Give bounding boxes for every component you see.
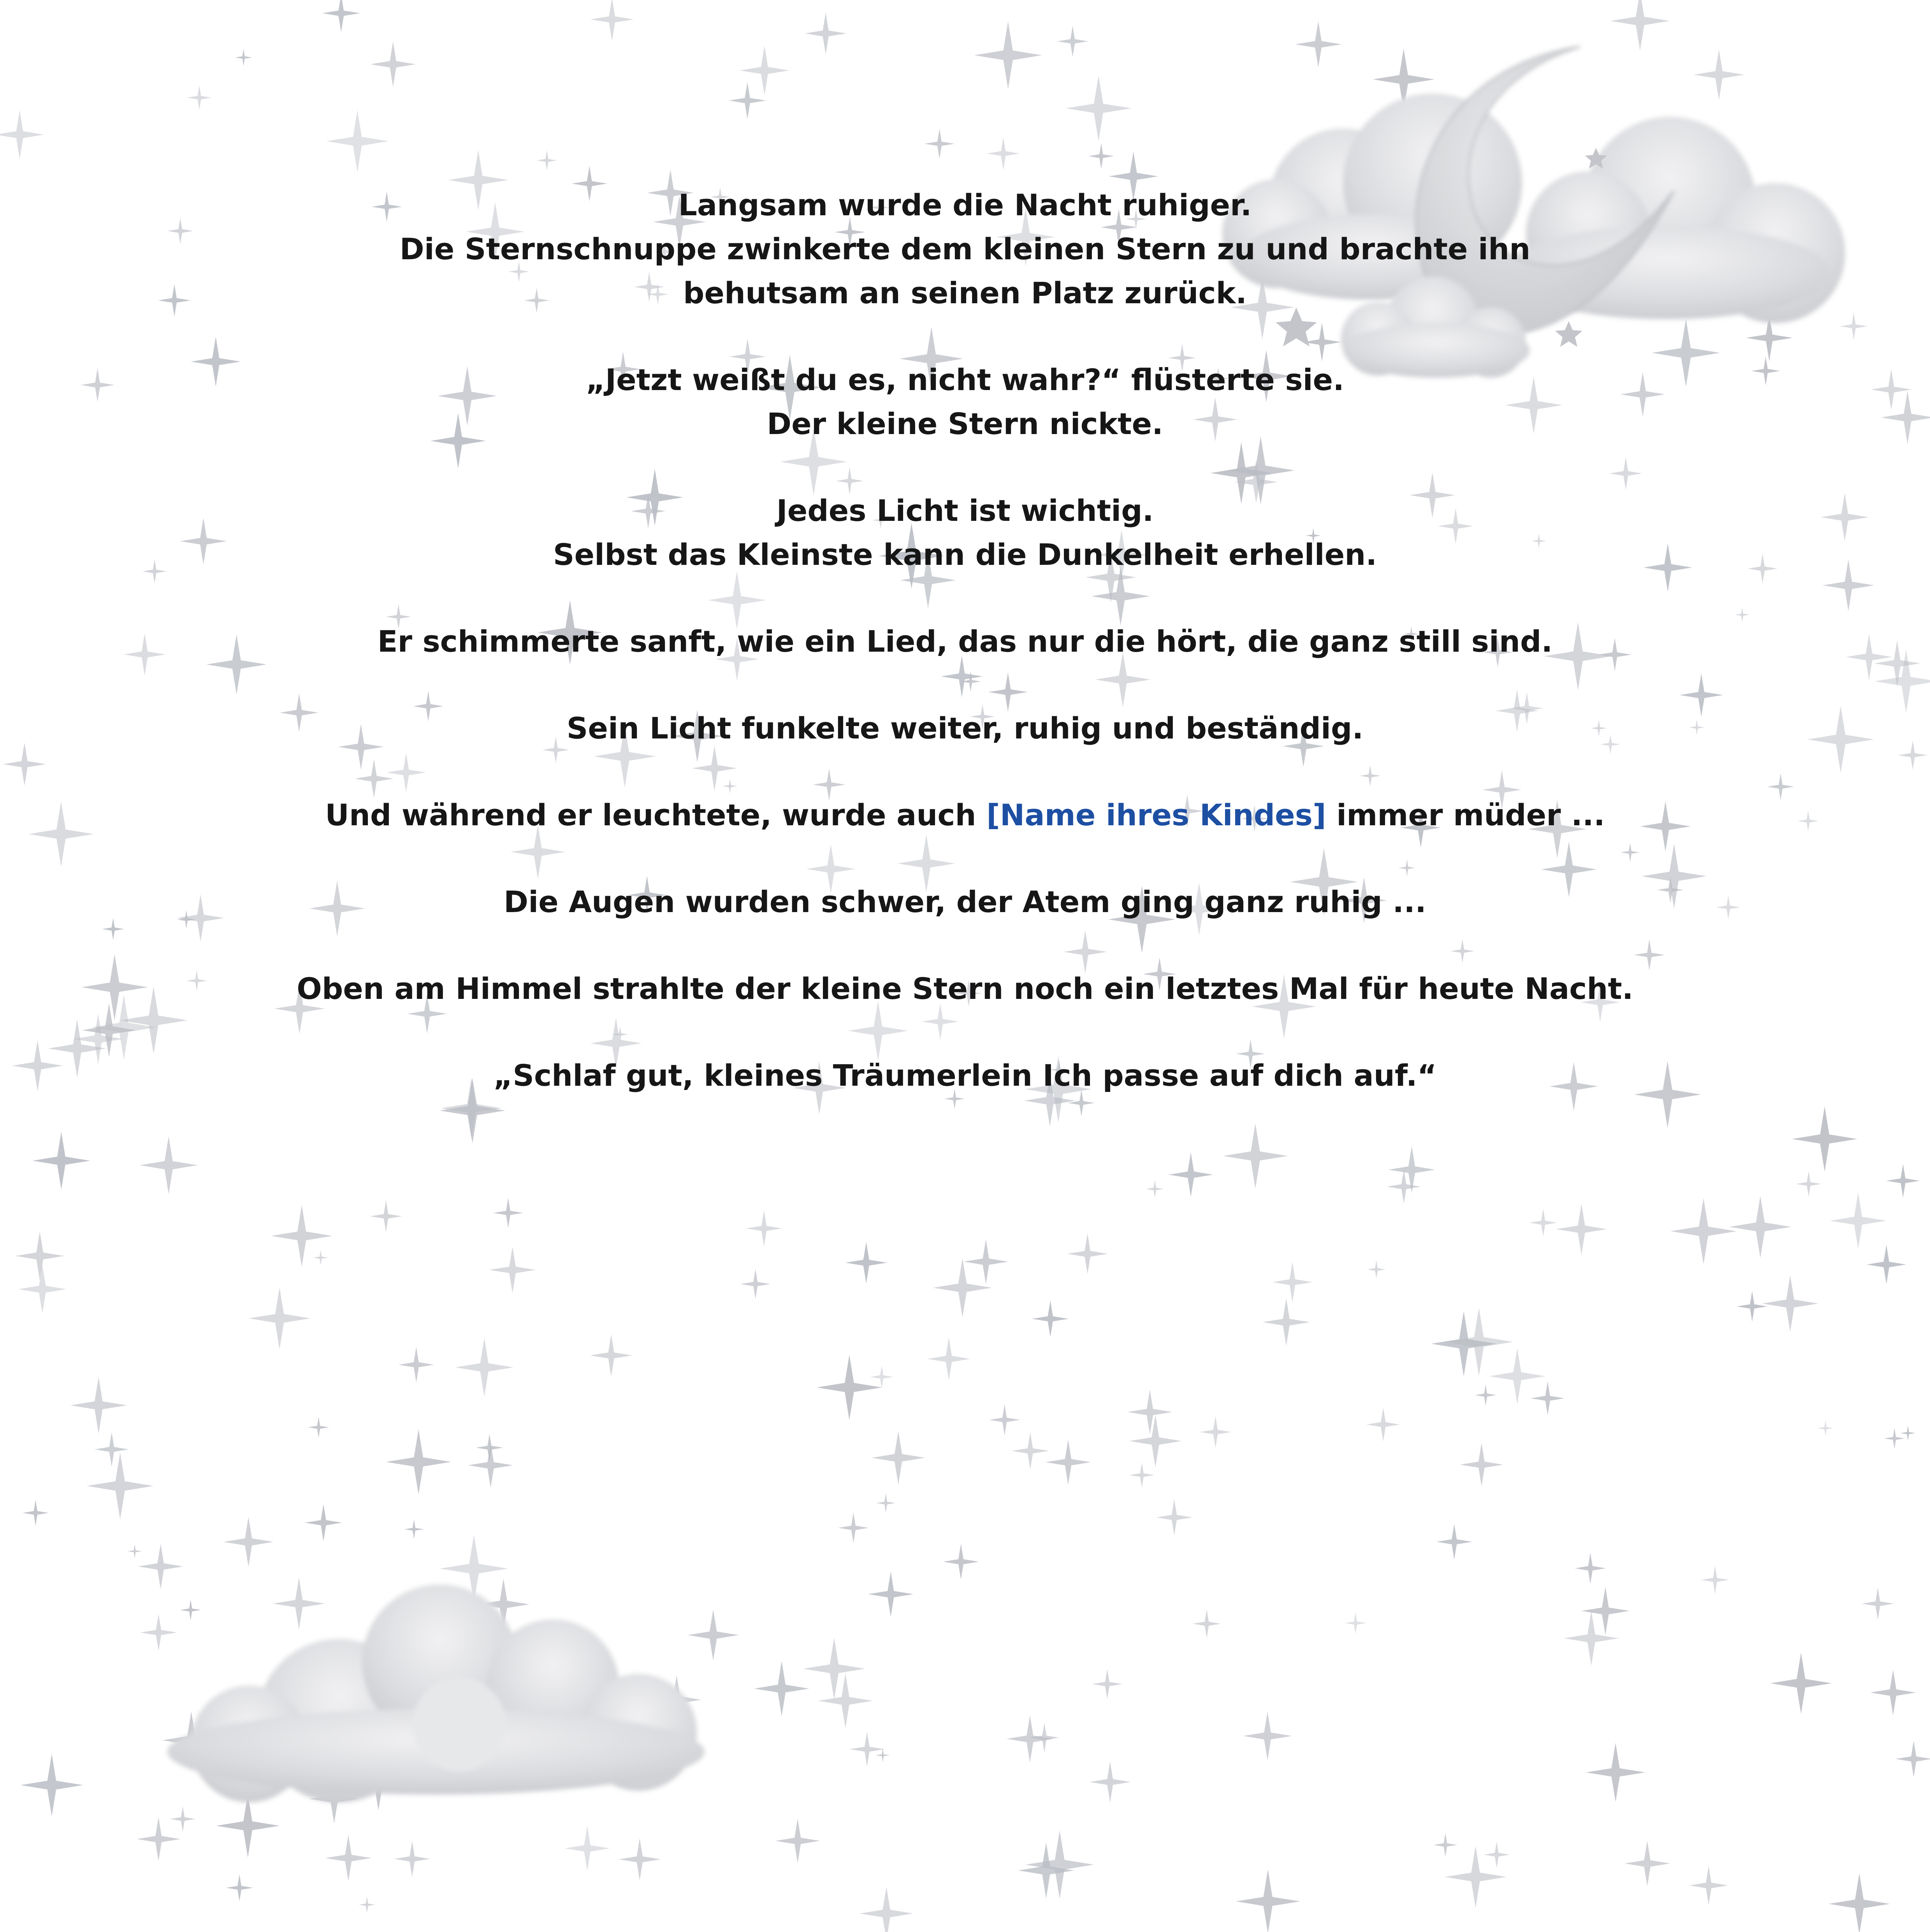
sparkle-star-icon: [870, 1365, 893, 1388]
sparkle-star-icon: [1025, 1830, 1094, 1899]
sparkle-star-icon: [326, 110, 388, 172]
sparkle-star-icon: [537, 150, 557, 171]
sparkle-star-icon: [1200, 1416, 1231, 1448]
sparkle-star-icon: [590, 1334, 632, 1376]
sparkle-star-icon: [1689, 1866, 1728, 1905]
sparkle-star-icon: [1127, 1390, 1172, 1434]
sparkle-star-icon: [273, 1578, 325, 1630]
sparkle-star-icon: [687, 1610, 738, 1661]
story-line: behutsam an seinen Platz zurück.: [683, 276, 1247, 310]
sparkle-star-icon: [1610, 0, 1670, 51]
sparkle-star-icon: [140, 1614, 177, 1651]
sparkle-star-icon: [974, 21, 1042, 90]
story-line: Die Augen wurden schwer, der Atem ging ganz ruhig ...: [503, 884, 1427, 919]
sparkle-star-icon: [845, 1242, 887, 1283]
sparkle-star-icon: [1445, 1308, 1513, 1376]
sparkle-star-icon: [1366, 1408, 1400, 1441]
sparkle-star-icon: [493, 1198, 523, 1228]
sparkle-star-icon: [1367, 1260, 1385, 1278]
sparkle-star-icon: [740, 1269, 770, 1299]
sparkle-star-icon: [1345, 1612, 1366, 1634]
sparkle-star-icon: [322, 0, 360, 32]
story-line: Er schimmerte sanft, wie ein Lied, das nur die hört, die ganz still sind.: [377, 624, 1553, 659]
sparkle-star-icon: [565, 1826, 610, 1871]
sparkle-star-icon: [70, 1377, 127, 1433]
sparkle-star-icon: [1018, 1842, 1074, 1899]
sparkle-star-icon: [1867, 1245, 1906, 1284]
sparkle-star-icon: [1460, 1443, 1503, 1486]
sparkle-star-icon: [489, 1247, 536, 1293]
sparkle-star-icon: [23, 1500, 49, 1526]
sparkle-star-icon: [1830, 1192, 1886, 1249]
story-line: Der kleine Stern nickte.: [766, 406, 1164, 441]
sparkle-star-icon: [370, 42, 416, 87]
sparkle-star-icon: [359, 1897, 375, 1913]
sparkle-star-icon: [1030, 1723, 1059, 1753]
sparkle-star-icon: [394, 1841, 430, 1877]
sparkle-star-icon: [313, 1250, 328, 1265]
sparkle-star-icon: [987, 137, 1020, 170]
sparkle-star-icon: [1262, 1299, 1310, 1346]
sparkle-star-icon: [1484, 1842, 1510, 1868]
sparkle-star-icon: [20, 1754, 83, 1816]
sparkle-star-icon: [1236, 1869, 1300, 1932]
sparkle-star-icon: [180, 1600, 201, 1620]
sparkle-star-icon: [1129, 1415, 1182, 1467]
sparkle-star-icon: [1737, 1291, 1768, 1322]
story-line: [0, 793, 1930, 837]
sparkle-star-icon: [876, 1748, 890, 1762]
sparkle-star-icon: [1057, 26, 1088, 57]
sparkle-star-icon: [746, 1210, 782, 1246]
sparkle-star-icon: [1818, 1420, 1833, 1436]
sparkle-star-icon: [1489, 1348, 1545, 1405]
sparkle-star-icon: [775, 1819, 820, 1863]
sparkle-star-icon: [924, 128, 954, 159]
sparkle-star-icon: [1729, 1196, 1791, 1258]
paragraph-9: [0, 1053, 1930, 1097]
story-line: Oben am Himmel strahlte der kleine Stern noch ein letztes Mal für heute Nacht.: [297, 971, 1633, 1006]
sparkle-star-icon: [1670, 1198, 1737, 1264]
sparkle-star-icon: [187, 86, 212, 110]
sparkle-star-icon: [1032, 1301, 1069, 1337]
paragraph-5: [0, 706, 1930, 750]
child-name-placeholder: [Name ihres Kindes]: [986, 798, 1326, 832]
sparkle-star-icon: [386, 1429, 451, 1494]
sparkle-star-icon: [1564, 1611, 1619, 1666]
sparkle-star-icon: [216, 1794, 279, 1858]
sparkle-star-icon: [404, 1519, 424, 1539]
sparkle-star-icon: [1770, 1652, 1832, 1714]
sparkle-star-icon: [455, 1338, 513, 1396]
sparkle-star-icon: [1272, 1262, 1313, 1303]
sparkle-star-icon: [1146, 1180, 1164, 1198]
sparkle-star-icon: [1792, 1106, 1857, 1172]
sparkle-star-icon: [1012, 1432, 1049, 1470]
story-line: Jedes Licht ist wichtig.: [776, 493, 1154, 528]
paragraph-3: [0, 489, 1930, 577]
sparkle-star-icon: [0, 110, 44, 159]
sparkle-star-icon: [850, 1732, 884, 1767]
sparkle-star-icon: [1169, 1152, 1213, 1197]
sparkle-star-icon: [1156, 1500, 1192, 1536]
sparkle-star-icon: [1531, 1382, 1564, 1415]
story-line: „Jetzt weißt du es, nicht wahr?“ flüsterte sie.: [585, 362, 1345, 397]
sparkle-star-icon: [1829, 1873, 1890, 1932]
sparkle-star-icon: [249, 1287, 311, 1349]
sparkle-star-icon: [943, 1544, 979, 1580]
sparkle-star-icon: [1192, 1610, 1221, 1638]
cloud-icon: [167, 1584, 705, 1802]
sparkle-star-icon: [1243, 1712, 1292, 1760]
sparkle-star-icon: [1088, 143, 1114, 169]
sparkle-star-icon: [1870, 1670, 1916, 1715]
story-line: Selbst das Kleinste kann die Dunkelheit erhellen.: [553, 537, 1377, 572]
sparkle-star-icon: [927, 1337, 970, 1380]
sparkle-star-icon: [876, 1493, 896, 1513]
sparkle-star-icon: [1066, 76, 1132, 141]
sparkle-star-icon: [1090, 1761, 1130, 1802]
sparkle-star-icon: [1067, 1234, 1108, 1274]
sparkle-star-icon: [308, 1417, 329, 1438]
sparkle-star-icon: [1884, 1428, 1905, 1449]
sparkle-star-icon: [1701, 1566, 1729, 1594]
sparkle-star-icon: [1796, 1171, 1821, 1197]
sparkle-star-icon: [1046, 1440, 1091, 1485]
sparkle-star-icon: [1694, 49, 1744, 100]
sparkle-star-icon: [468, 1443, 513, 1487]
sparkle-star-icon: [15, 1231, 64, 1280]
sparkle-star-icon: [803, 1638, 865, 1700]
sparkle-star-icon: [1387, 1169, 1421, 1204]
sparkle-star-icon: [1129, 1463, 1154, 1487]
sparkle-star-icon: [872, 1431, 925, 1484]
sparkle-star-icon: [399, 1347, 434, 1382]
sparkle-star-icon: [754, 1661, 809, 1716]
sparkle-star-icon: [1762, 1275, 1818, 1332]
sparkle-star-icon: [1624, 1841, 1670, 1886]
sparkle-star-icon: [1862, 1587, 1894, 1620]
sparkle-star-icon: [1581, 1587, 1629, 1635]
sparkle-star-icon: [370, 1201, 402, 1232]
sparkle-star-icon: [729, 82, 766, 119]
sparkle-star-icon: [137, 1817, 181, 1861]
sparkle-star-icon: [989, 1404, 1020, 1435]
sparkle-star-icon: [1295, 21, 1341, 67]
sparkle-star-icon: [1895, 1740, 1930, 1777]
sparkle-star-icon: [226, 1874, 253, 1901]
sparkle-star-icon: [963, 1239, 1008, 1284]
sparkle-star-icon: [1886, 1164, 1920, 1198]
paragraph-2: [0, 358, 1930, 446]
sparkle-star-icon: [140, 1136, 198, 1194]
sparkle-star-icon: [1556, 1204, 1607, 1255]
sparkle-star-icon: [860, 1887, 913, 1932]
sparkle-star-icon: [223, 1517, 273, 1567]
sparkle-star-icon: [235, 49, 252, 66]
sparkle-star-icon: [818, 1674, 873, 1728]
story-line: Langsam wurde die Nacht ruhiger.: [678, 188, 1252, 222]
paragraph-1: [0, 183, 1930, 315]
story-text-before: Und während er leuchtete, wurde auch: [325, 798, 987, 832]
sparkle-star-icon: [138, 1544, 183, 1589]
sparkle-star-icon: [619, 1838, 661, 1880]
sparkle-star-icon: [95, 1432, 129, 1467]
sparkle-star-icon: [170, 1806, 195, 1832]
sparkle-star-icon: [1223, 1123, 1288, 1188]
sparkle-star-icon: [32, 1132, 90, 1189]
paragraph-6: [0, 793, 1930, 837]
sparkle-star-icon: [18, 1265, 67, 1313]
sparkle-star-icon: [591, 0, 634, 41]
sparkle-star-icon: [1436, 1524, 1472, 1560]
story-line: Sein Licht funkelte weiter, ruhig und beständig.: [566, 711, 1364, 745]
paragraph-8: [0, 967, 1930, 1011]
sparkle-star-icon: [868, 1572, 913, 1617]
sparkle-star-icon: [1475, 1384, 1496, 1406]
sparkle-star-icon: [838, 1513, 868, 1543]
sparkle-star-icon: [817, 1355, 882, 1420]
sparkle-star-icon: [128, 1544, 142, 1558]
story-text-after: immer müder ...: [1326, 798, 1605, 832]
sparkle-star-icon: [1586, 1743, 1645, 1802]
story-line: Die Sternschnuppe zwinkerte dem kleinen Stern zu und brachte ihn: [399, 232, 1531, 266]
sparkle-star-icon: [1575, 1553, 1606, 1584]
sparkle-star-icon: [325, 1835, 371, 1881]
sparkle-star-icon: [805, 12, 847, 54]
sparkle-star-icon: [87, 1452, 154, 1519]
sparkle-star-icon: [1433, 1833, 1457, 1857]
sparkle-star-icon: [1092, 1669, 1123, 1699]
sparkle-star-icon: [305, 1504, 342, 1542]
story-line: „Schlaf gut, kleines Träumerlein Ich passe auf dich auf.“: [493, 1058, 1437, 1093]
paragraph-4: [0, 619, 1930, 663]
paragraph-7: [0, 880, 1930, 924]
sparkle-star-icon: [1529, 1209, 1557, 1236]
story-text: [0, 183, 1930, 1097]
